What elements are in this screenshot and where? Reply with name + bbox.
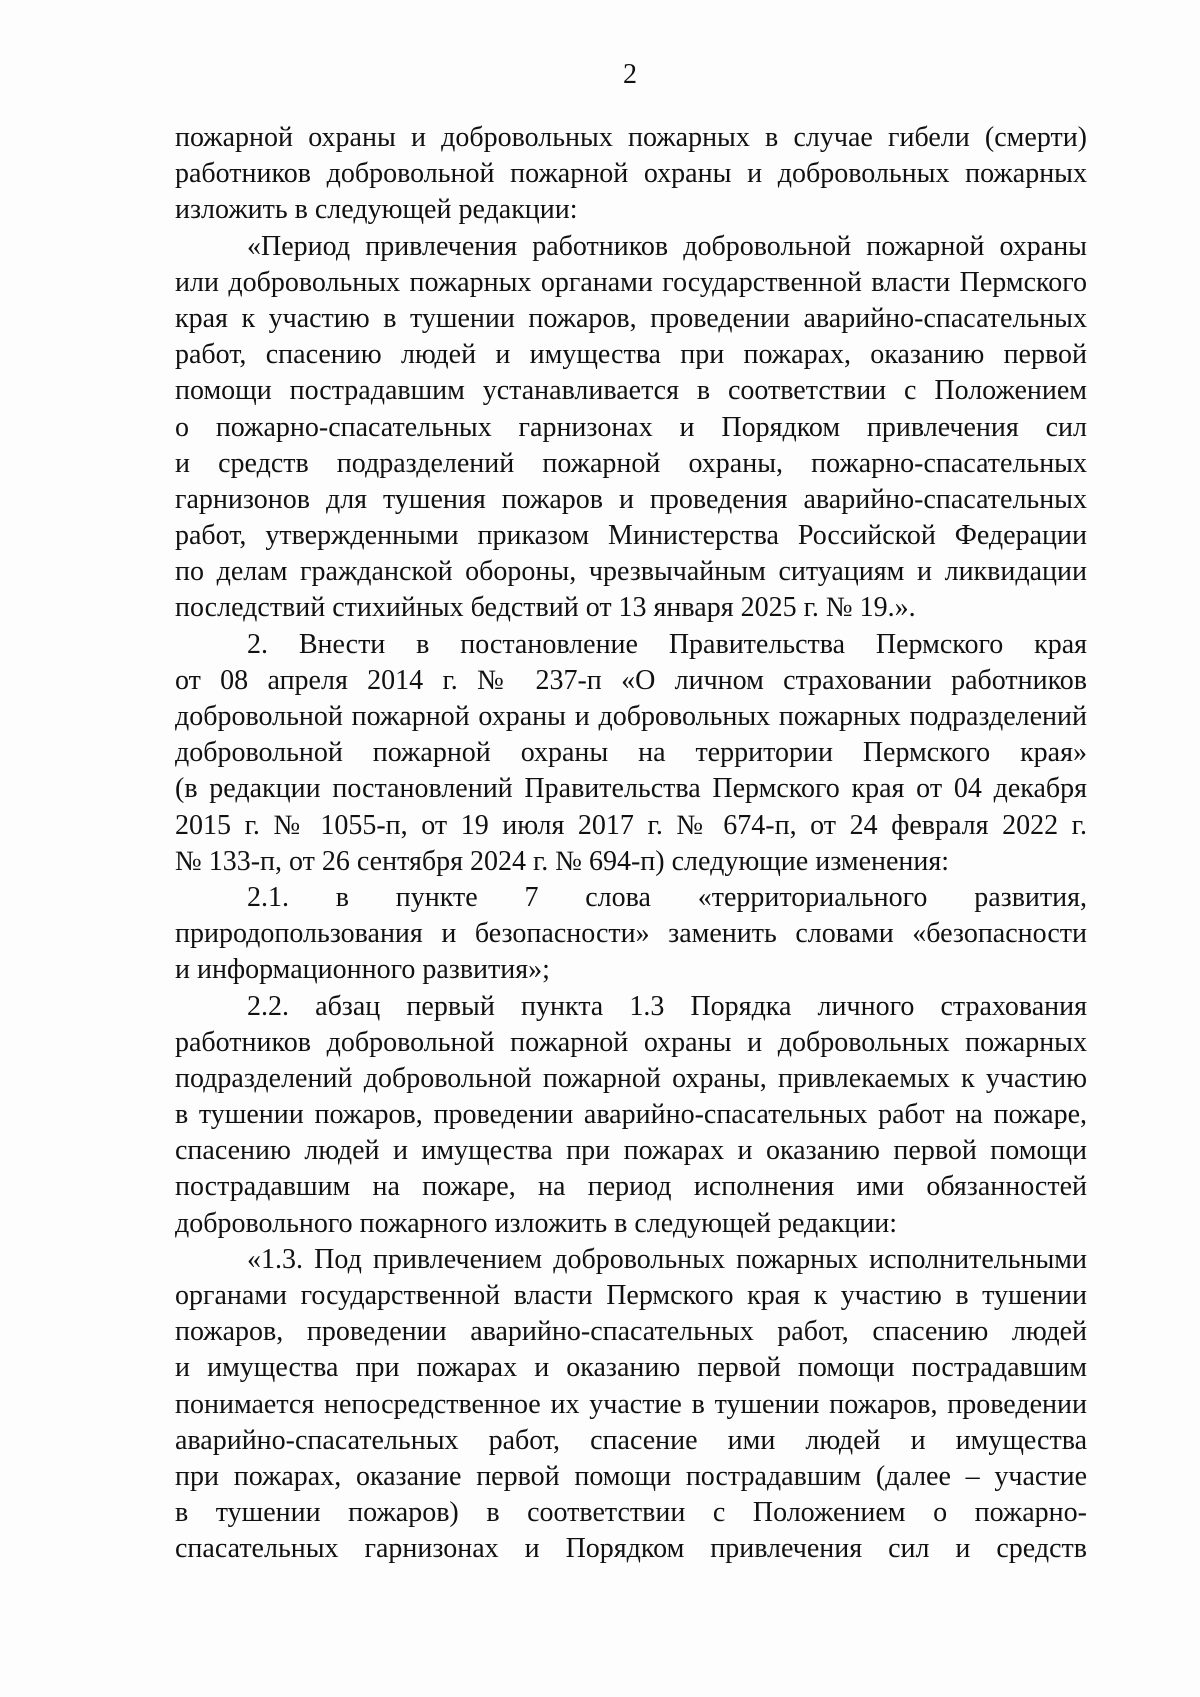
text-line: аварийно-спасательных работ, спасение ими людей и имущества [175,1424,1087,1456]
page-number: 2 [623,59,637,90]
text-line: работников добровольной пожарной охраны и добровольных пожарных [175,158,1087,190]
text-line: в тушении пожаров) в соответствии с Положением о пожарно- [175,1497,1087,1529]
text-line: гарнизонов для тушения пожаров и проведения аварийно-спасательных [175,483,1087,515]
text-line: работников добровольной пожарной охраны и добровольных пожарных [175,1026,1087,1058]
text-line: «1.3. Под привлечением добровольных пожарных исполнительными [247,1243,1087,1275]
text-line: помощи пострадавшим устанавливается в соответствии с Положением [175,375,1087,407]
text-line: добровольной пожарной охраны на территории Пермского края» [175,737,1087,769]
text-line: изложить в следующей редакции: [175,194,578,226]
text-line: пожаров, проведении аварийно-спасательных работ, спасению людей [175,1316,1087,1348]
text-line: понимается непосредственное их участие в тушении пожаров, проведении [175,1388,1087,1420]
text-line: органами государственной власти Пермского края к участию в тушении [175,1280,1087,1311]
text-line: края к участию в тушении пожаров, проведении аварийно-спасательных [175,302,1087,334]
text-line: спасению людей и имущества при пожарах и оказанию первой помощи [175,1135,1087,1167]
text-line: и имущества при пожарах и оказанию первой помощи пострадавшим [175,1352,1087,1384]
text-line: или добровольных пожарных органами государственной власти Пермского [175,266,1087,298]
text-line: «Период привлечения работников добровольной пожарной охраны [247,230,1087,262]
text-line: 2.2. абзац первый пункта 1.3 Порядка личного страхования [247,990,1087,1022]
text-line: и информационного развития»; [175,954,550,986]
text-line: пострадавшим на пожаре, на период исполнения ими обязанностей [175,1171,1087,1203]
text-line: последствий стихийных бедствий от 13 января 2025 г. № 19.». [175,592,916,624]
text-line: от 08 апреля 2014 г. № 237-п «О личном страховании работников [175,664,1087,696]
text-line: пожарной охраны и добровольных пожарных в случае гибели (смерти) [175,122,1087,153]
text-line: добровольной пожарной охраны и добровольных пожарных подразделений [175,701,1087,732]
text-line: (в редакции постановлений Правительства Пермского края от 04 декабря [175,773,1087,805]
text-line: № 133-п, от 26 сентября 2024 г. № 694-п) следующие изменения: [175,845,950,877]
text-line: 2. Внести в постановление Правительства Пермского края [247,628,1087,660]
text-line: работ, утвержденными приказом Министерства Российской Федерации [175,520,1087,552]
text-line: при пожарах, оказание первой помощи пострадавшим (далее – участие [175,1460,1087,1492]
text-line: и средств подразделений пожарной охраны, пожарно-спасательных [175,447,1087,479]
text-line: спасательных гарнизонах и Порядком привлечения сил и средств [175,1533,1087,1565]
text-line: по делам гражданской обороны, чрезвычайным ситуациям и ликвидации [175,556,1087,588]
text-line: 2.1. в пункте 7 слова «территориального развития, [247,881,1087,913]
text-line: подразделений добровольной пожарной охраны, привлекаемых к участию [175,1062,1087,1094]
text-line: в тушении пожаров, проведении аварийно-спасательных работ на пожаре, [175,1099,1087,1131]
text-line: 2015 г. № 1055-п, от 19 июля 2017 г. № 674-п, от 24 февраля 2022 г. [175,809,1087,841]
document-body [175,120,1087,1568]
text-line: о пожарно-спасательных гарнизонах и Порядком привлечения сил [175,411,1087,443]
text-line: природопользования и безопасности» заменить словами «безопасности [175,918,1087,950]
text-line: работ, спасению людей и имущества при пожарах, оказанию первой [175,339,1087,371]
text-line: добровольного пожарного изложить в следующей редакции: [175,1207,898,1239]
